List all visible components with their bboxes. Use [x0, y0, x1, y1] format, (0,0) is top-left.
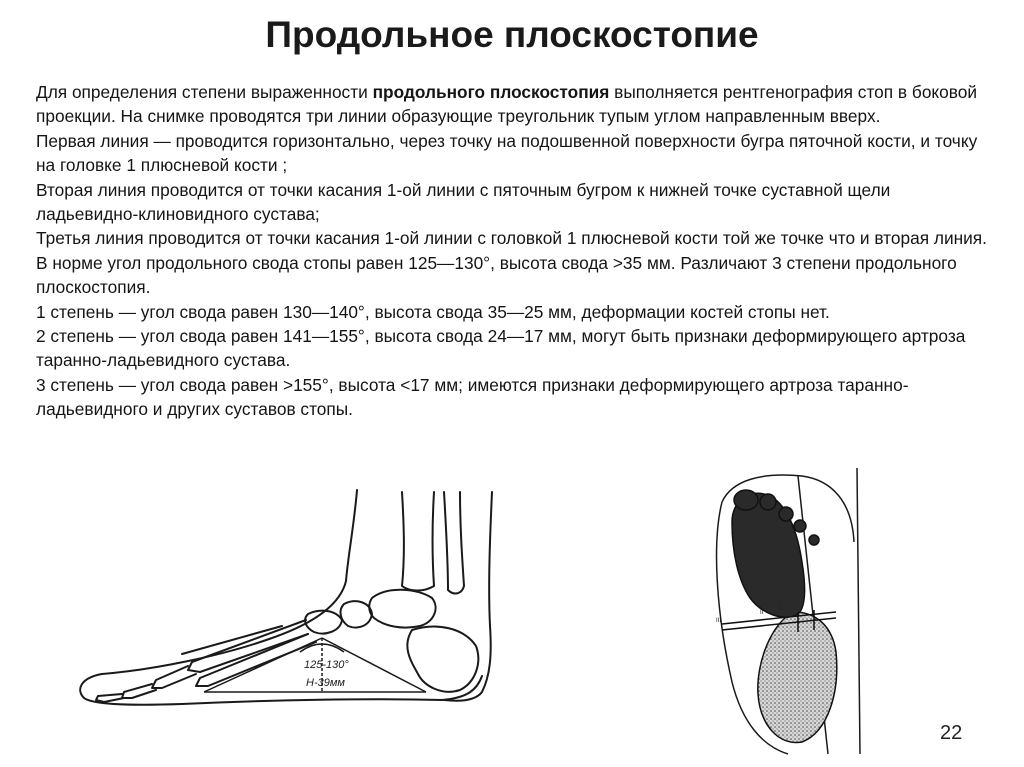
slide-title: Продольное плоскостопие: [265, 14, 759, 55]
degree-3-paragraph: 3 степень — угол свода равен >155°, высота <17 мм; имеются признаки деформирующего артроза таранно-ладьевидного и других суставов стопы.: [36, 374, 909, 420]
footprint-illustration: [702, 462, 872, 762]
intro-text-after: выполняется рентгенография стоп в боковой проекции. На снимке проводятся три линии образующие треугольник тупым углом направленным вверх.: [36, 82, 978, 127]
mark-ii: II: [760, 610, 764, 616]
first-line-paragraph: Первая линия — проводится горизонтально, через точку на подошвенной поверхности бугра пяточной кости, и точку на головке 1 плюсневой кости ;: [36, 130, 978, 176]
toe-5: [809, 535, 819, 545]
body-text: [36, 80, 996, 422]
leg-front-outline: [80, 490, 482, 705]
norm-paragraph: В норме угол продольного свода стопы равен 125—130°, высота свода >35 мм. Различают 3 степени продольного плоскостопия.: [36, 252, 957, 298]
second-line-paragraph: Вторая линия проводится от точки касания 1-ой линии с пяточным бугром к нижней точке суставной щели ладьевидно-клиновидного сустава;: [36, 179, 891, 225]
intro-bold-term: продольного плоскостопия: [372, 82, 610, 102]
degree-1-paragraph: 1 степень — угол свода равен 130—140°, высота свода 35—25 мм, деформации костей стопы нет.: [36, 301, 830, 322]
big-toe: [734, 490, 758, 510]
leg-back-outline: [444, 492, 492, 701]
intro-paragraph: [36, 80, 996, 129]
footprint-forefoot: [732, 493, 805, 617]
toe-2: [760, 494, 776, 510]
height-label: H-39мм: [306, 677, 345, 689]
mark-iii: III: [716, 618, 722, 624]
intro-text-before: Для определения степени выраженности: [36, 82, 373, 102]
toe-4: [794, 520, 806, 532]
fibula-bone: [444, 492, 464, 593]
foot-side-illustration: [72, 486, 532, 722]
angle-label: 125-130°: [304, 659, 349, 671]
mark-i: I: [780, 606, 782, 612]
calcaneus-bone: [407, 627, 478, 692]
frame-right-line: [857, 468, 860, 754]
cuneiform-bone: [305, 611, 342, 634]
tibia-bone: [402, 492, 434, 591]
page-number: 22: [940, 722, 963, 744]
toe-3: [779, 507, 793, 521]
talus-bone: [369, 590, 435, 628]
third-line-paragraph: Третья линия проводится от точки касания 1-ой линии с головкой 1 плюсневой кости той же точке что и вторая линия.: [36, 228, 987, 249]
degree-2-paragraph: 2 степень — угол свода равен 141—155°, высота свода 24—17 мм, могут быть признаки деформирующего артроза таранно-ладьевидного сустава.: [36, 326, 966, 371]
navicular-bone: [341, 601, 372, 627]
